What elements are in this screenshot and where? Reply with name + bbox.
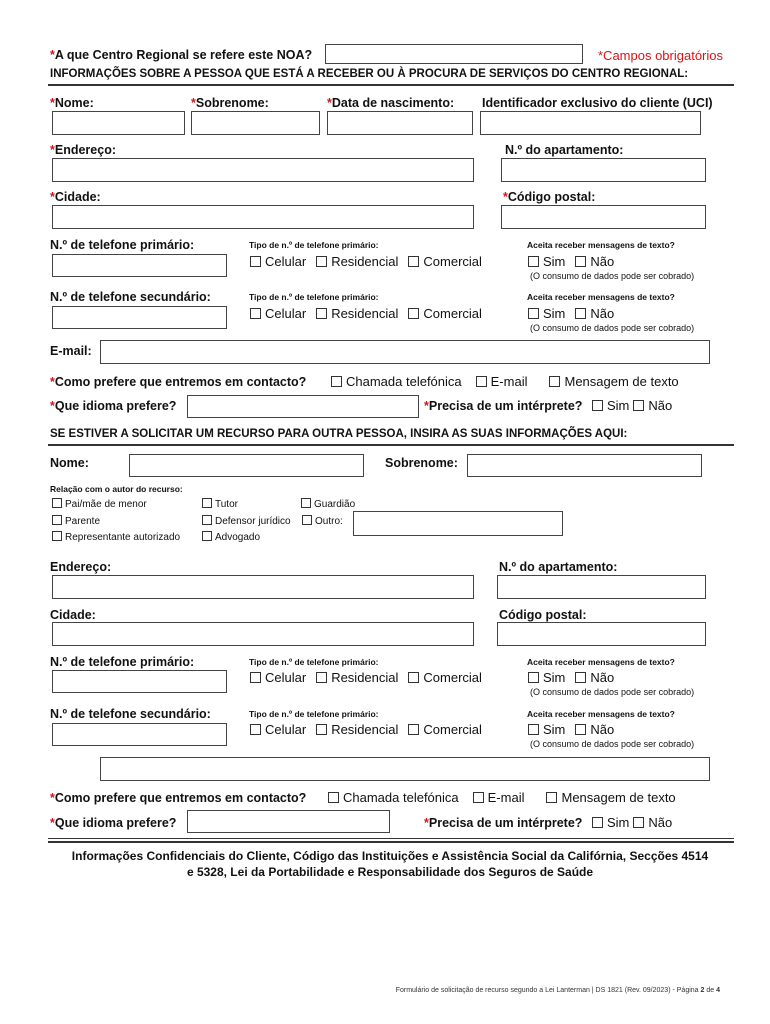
rel-authorized-rep[interactable]: Representante autorizado: [52, 531, 180, 543]
checkbox[interactable]: [528, 672, 539, 683]
checkbox[interactable]: [331, 376, 342, 387]
option-nao[interactable]: Não: [633, 815, 672, 830]
option-celular[interactable]: Celular: [250, 670, 306, 685]
checkbox[interactable]: [549, 376, 560, 387]
option-sim[interactable]: Sim: [528, 254, 565, 269]
confidential-notice: [40, 848, 740, 880]
data-charge-note: (O consumo de dados pode ser cobrado): [530, 271, 695, 281]
rel-attorney[interactable]: Advogado: [202, 531, 260, 543]
checkbox[interactable]: [316, 724, 327, 735]
required-fields-note: *Campos obrigatórios: [598, 48, 724, 63]
rel-other-input[interactable]: [353, 511, 563, 536]
checkbox[interactable]: [575, 308, 586, 319]
requester-postal-input[interactable]: [497, 622, 706, 646]
option-nao[interactable]: Não: [575, 254, 614, 269]
accept-texts-label: Aceita receber mensagens de texto?: [527, 292, 675, 302]
option-sim[interactable]: Sim: [528, 306, 565, 321]
requester-address-input[interactable]: [52, 575, 474, 599]
primary-phone-type-options: [250, 254, 492, 269]
last-name-input[interactable]: [191, 111, 320, 135]
option-sim[interactable]: Sim: [528, 670, 565, 685]
requester-city-label: Cidade:: [50, 608, 96, 622]
requester-interpreter-label: *Precisa de um intérprete?: [424, 816, 583, 830]
requester-secondary-phone-type-options: [250, 722, 492, 737]
email-label: E-mail:: [50, 344, 92, 358]
rel-tutor[interactable]: Tutor: [202, 498, 238, 510]
accept-texts-options: [528, 254, 624, 269]
option-comercial[interactable]: Comercial: [408, 722, 482, 737]
city-input[interactable]: [52, 205, 474, 229]
uci-label: Identificador exclusivo do cliente (UCI): [482, 96, 713, 110]
rel-guardian[interactable]: Guardião: [301, 498, 355, 510]
uci-input[interactable]: [480, 111, 701, 135]
requester-last-name-input[interactable]: [467, 454, 702, 477]
checkbox[interactable]: [575, 672, 586, 683]
primary-phone-input[interactable]: [52, 254, 227, 277]
option-phone-call[interactable]: Chamada telefónica: [331, 374, 462, 389]
checkbox[interactable]: [408, 672, 419, 683]
checkbox[interactable]: [528, 724, 539, 735]
apartment-input[interactable]: [501, 158, 706, 182]
option-email[interactable]: E-mail: [476, 374, 528, 389]
option-phone-call[interactable]: Chamada telefónica: [328, 790, 459, 805]
secondary-phone-type-label: Tipo de n.º de telefone primário:: [249, 292, 379, 302]
requester-language-label: *Que idioma prefere?: [50, 816, 177, 830]
interpreter-options: [592, 398, 682, 413]
checkbox[interactable]: [328, 792, 339, 803]
rel-other[interactable]: Outro:: [302, 515, 343, 527]
requester-primary-phone-input[interactable]: [52, 670, 227, 693]
last-name-label: *Sobrenome:: [191, 96, 269, 110]
requester-contact-preference-options: [328, 790, 686, 805]
checkbox[interactable]: [473, 792, 484, 803]
requester-secondary-phone-type-label: Tipo de n.º de telefone primário:: [249, 709, 379, 719]
option-nao[interactable]: Não: [575, 722, 614, 737]
option-celular[interactable]: Celular: [250, 254, 306, 269]
secondary-phone-type-options: [250, 306, 492, 321]
option-nao[interactable]: Não: [633, 398, 672, 413]
checkbox[interactable]: [633, 817, 644, 828]
requester-apartment-label: N.º do apartamento:: [499, 560, 618, 574]
requester-city-input[interactable]: [52, 622, 474, 646]
requester-apartment-input[interactable]: [497, 575, 706, 599]
confidential-line-1: Informações Confidenciais do Cliente, Código das Instituições e Assistência Social da Califórnia, Secções 4514: [71, 849, 709, 863]
accept-texts-label: Aceita receber mensagens de texto?: [527, 709, 675, 719]
email-input[interactable]: [100, 340, 710, 364]
checkbox[interactable]: [633, 400, 644, 411]
checkbox[interactable]: [316, 308, 327, 319]
checkbox[interactable]: [52, 531, 62, 541]
accept-texts-options: [528, 306, 624, 321]
option-residencial[interactable]: Residencial: [316, 306, 398, 321]
checkbox[interactable]: [408, 256, 419, 267]
noa-label: *A que Centro Regional se refere este NOA?: [50, 48, 313, 62]
option-celular[interactable]: Celular: [250, 306, 306, 321]
primary-phone-type-label: Tipo de n.º de telefone primário:: [249, 240, 379, 250]
checkbox[interactable]: [250, 308, 261, 319]
postal-input[interactable]: [501, 205, 706, 229]
accept-texts-options: [528, 670, 624, 685]
checkbox[interactable]: [301, 498, 311, 508]
footer-total: 4: [716, 987, 720, 994]
option-residencial[interactable]: Residencial: [316, 670, 398, 685]
requester-primary-phone-type-options: [250, 670, 492, 685]
option-residencial[interactable]: Residencial: [316, 254, 398, 269]
relationship-label: Relação com o autor do recurso:: [50, 484, 183, 494]
footer-page: 2: [700, 987, 705, 994]
address-input[interactable]: [52, 158, 474, 182]
requester-secondary-phone-label: N.º de telefone secundário:: [50, 707, 211, 721]
section1-title: INFORMAÇÕES SOBRE A PESSOA QUE ESTÁ A RECEBER OU À PROCURA DE SERVIÇOS DO CENTRO REGIONAL:: [50, 68, 689, 80]
rel-legal-defender[interactable]: Defensor jurídico: [202, 515, 291, 527]
accept-texts-label: Aceita receber mensagens de texto?: [527, 657, 675, 667]
checkbox[interactable]: [592, 817, 603, 828]
checkbox[interactable]: [592, 400, 603, 411]
language-input[interactable]: [187, 395, 419, 418]
checkbox[interactable]: [202, 515, 212, 525]
language-label: *Que idioma prefere?: [50, 399, 177, 413]
birthdate-input[interactable]: [327, 111, 473, 135]
option-nao[interactable]: Não: [575, 670, 614, 685]
section1-rule: [48, 84, 734, 86]
checkbox[interactable]: [575, 724, 586, 735]
primary-phone-label: N.º de telefone primário:: [50, 238, 195, 252]
first-name-input[interactable]: [52, 111, 185, 135]
option-text-message[interactable]: Mensagem de texto: [546, 790, 675, 805]
checkbox[interactable]: [202, 498, 212, 508]
requester-postal-label: Código postal:: [499, 608, 587, 622]
option-nao[interactable]: Não: [575, 306, 614, 321]
contact-preference-options: [331, 374, 689, 389]
checkbox[interactable]: [316, 256, 327, 267]
requester-interpreter-options: [592, 815, 682, 830]
interpreter-label: *Precisa de um intérprete?: [424, 399, 583, 413]
postal-label: *Código postal:: [503, 190, 596, 204]
option-sim[interactable]: Sim: [592, 815, 629, 830]
option-comercial[interactable]: Comercial: [408, 306, 482, 321]
option-sim[interactable]: Sim: [592, 398, 629, 413]
checkbox[interactable]: [575, 256, 586, 267]
requester-primary-phone-type-label: Tipo de n.º de telefone primário:: [249, 657, 379, 667]
first-name-label: *Nome:: [50, 96, 94, 110]
rel-parent-minor[interactable]: Pai/mãe de menor: [52, 498, 147, 510]
footer: Formulário de solicitação de recurso segundo a Lei Lanterman | DS 1821 (Rev. 09/2023) - Página 2 de 4: [395, 987, 720, 994]
requester-first-name-input[interactable]: [129, 454, 364, 477]
requester-last-name-label: Sobrenome:: [385, 456, 458, 470]
checkbox[interactable]: [202, 531, 212, 541]
checkbox[interactable]: [408, 724, 419, 735]
data-charge-note: (O consumo de dados pode ser cobrado): [530, 739, 695, 749]
requester-first-name-label: Nome:: [50, 456, 89, 470]
checkbox[interactable]: [408, 308, 419, 319]
city-label: *Cidade:: [50, 190, 101, 204]
regional-center-input[interactable]: [325, 44, 583, 64]
checkbox[interactable]: [52, 498, 62, 508]
rel-relative[interactable]: Parente: [52, 515, 100, 527]
option-celular[interactable]: Celular: [250, 722, 306, 737]
checkbox[interactable]: [316, 672, 327, 683]
checkbox[interactable]: [546, 792, 557, 803]
accept-texts-options: [528, 722, 624, 737]
secondary-phone-input[interactable]: [52, 306, 227, 329]
requester-email-input[interactable]: [100, 757, 710, 781]
requester-language-input[interactable]: [187, 810, 390, 833]
accept-texts-label: Aceita receber mensagens de texto?: [527, 240, 675, 250]
checkbox[interactable]: [528, 308, 539, 319]
checkbox[interactable]: [250, 256, 261, 267]
option-text-message[interactable]: Mensagem de texto: [549, 374, 678, 389]
option-sim[interactable]: Sim: [528, 722, 565, 737]
section2-title: SE ESTIVER A SOLICITAR UM RECURSO PARA OUTRA PESSOA, INSIRA AS SUAS INFORMAÇÕES AQUI:: [50, 428, 628, 440]
confidential-rule-top: [48, 838, 734, 839]
apartment-label: N.º do apartamento:: [505, 143, 624, 157]
secondary-phone-label: N.º de telefone secundário:: [50, 290, 211, 304]
option-comercial[interactable]: Comercial: [408, 254, 482, 269]
checkbox[interactable]: [52, 515, 62, 525]
option-email[interactable]: E-mail: [473, 790, 525, 805]
checkbox[interactable]: [528, 256, 539, 267]
checkbox[interactable]: [250, 672, 261, 683]
requester-secondary-phone-input[interactable]: [52, 723, 227, 746]
checkbox[interactable]: [250, 724, 261, 735]
confidential-line-2: e 5328, Lei da Portabilidade e Responsabilidade dos Seguros de Saúde: [186, 865, 594, 879]
confidential-rule-bottom: [48, 841, 734, 843]
data-charge-note: (O consumo de dados pode ser cobrado): [530, 323, 695, 333]
option-residencial[interactable]: Residencial: [316, 722, 398, 737]
address-label: *Endereço:: [50, 143, 117, 157]
checkbox[interactable]: [302, 515, 312, 525]
requester-contact-preference-label: *Como prefere que entremos em contacto?: [50, 791, 307, 805]
data-charge-note: (O consumo de dados pode ser cobrado): [530, 687, 695, 697]
contact-preference-label: *Como prefere que entremos em contacto?: [50, 375, 307, 389]
requester-address-label: Endereço:: [50, 560, 112, 574]
checkbox[interactable]: [476, 376, 487, 387]
section2-rule: [48, 444, 734, 446]
option-comercial[interactable]: Comercial: [408, 670, 482, 685]
requester-primary-phone-label: N.º de telefone primário:: [50, 655, 195, 669]
birthdate-label: *Data de nascimento:: [327, 96, 455, 110]
